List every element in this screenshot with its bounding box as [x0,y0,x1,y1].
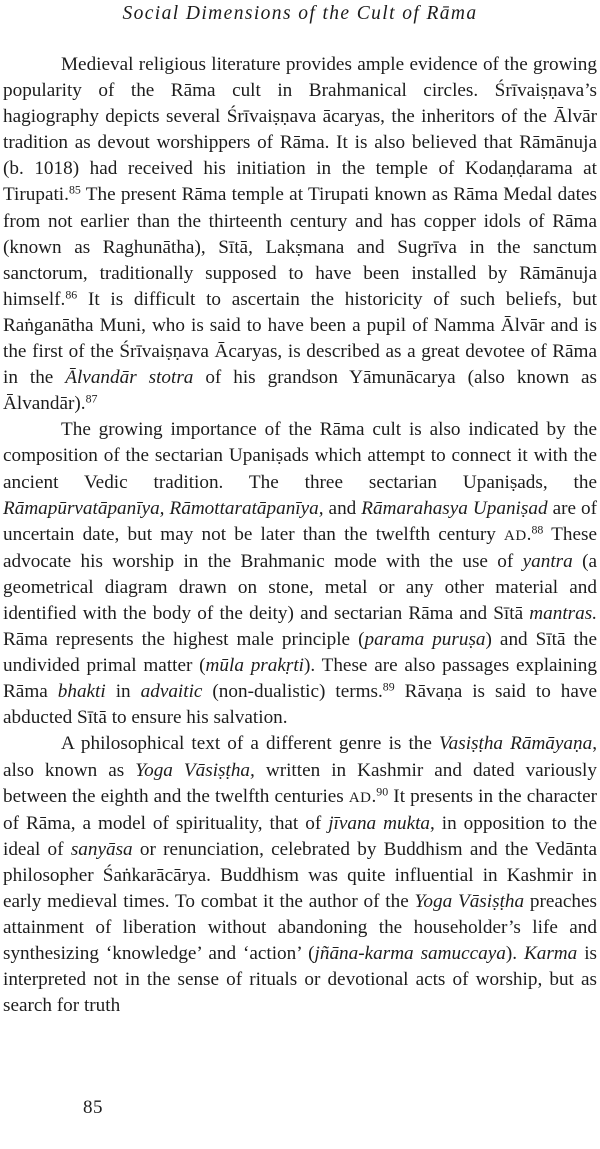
text-run: preaches attainment of liberation without abandoning the householder’s life and synthesizing ‘knowledge’ and ‘action’ ( [3,891,597,965]
text-run: is interpreted not in the sense of rituals or devotional acts of worship, but as search for truth [3,943,597,1017]
paragraph [3,52,597,417]
era-abbrev: AD [348,789,372,806]
text-run: of his grandson Yāmunācarya (also known as Ālvandār). [3,367,597,415]
italic-term: Yoga Vāsiṣṭha [414,891,525,912]
footnote-ref: 86 [65,287,78,302]
text-run: (non-dualistic) terms. [202,681,383,703]
italic-term: yantra [522,550,573,572]
text-run: or renunciation, celebrated by Buddhism and the Vedānta philosopher Śaṅkarācārya. Buddhism was quite influential in Kashmir in early medieval times. To combat it the author of the [3,838,597,912]
footnote-ref: 89 [382,679,395,694]
page-number: 85 [83,1097,103,1118]
text-run: ). These are also passages explaining Rāma [3,655,597,703]
text-run: Medieval religious literature provides ample evidence of the growing popularity of the Rāma cult in Brahmanical circles. Śrīvaiṣṇava’s hagiography depicts several Śrīvaiṣṇava ācaryas, the inheritors of the Ālvār tradition as devout worshippers of Rāma. It is also believed that Rāmānuja (b. 1018) had received his initiation in the temple of Kodaṇḍarama at Tirupati. [3,54,597,206]
italic-term: mantras. [529,602,597,624]
italic-term: jīvana mukta [328,812,431,834]
italic-term: Vasiṣṭha Rāmāyaṇa [439,733,593,755]
footnote-ref: 87 [85,391,98,406]
text-run: These advocate his worship in the Brahmanic mode with the use of [3,523,597,572]
text-run: . [526,523,532,545]
text-run: , also known as [3,733,597,781]
text-run: Rāvaṇa is said to have abducted Sītā to ensure his salvation. [3,681,597,729]
text-run: ) and Sītā the undivided primal matter ( [3,629,597,677]
text-run: The growing importance of the Rāma cult is also indicated by the composition of the sectarian Upaniṣads which attempt to connect it with the ancient Vedic tradition. The three sectarian Upaniṣads, the [3,419,597,493]
italic-term: Yoga Vāsiṣṭha, [135,759,255,781]
body-text [3,52,597,1019]
paragraph [3,417,597,731]
text-run: are of uncertain date, but may not be later than the twelfth century [3,497,598,545]
footnote-ref: 90 [376,784,389,799]
text-run: in [105,681,141,703]
text-run: (a geometrical diagram drawn on stone, metal or any other material and identified with the body of the deity) and sectarian Rāma and Sītā [3,550,597,624]
footnote-ref: 88 [531,522,544,537]
text-run: ). [505,943,524,965]
era-abbrev: AD [504,527,527,544]
text-run: It is difficult to ascertain the historicity of such beliefs, but Raṅganātha Muni, who is said to have been a pupil of Namma Ālvār and is the first of the Śrīvaiṣṇava Ācaryas, is described as a great devotee of Rāma in the [3,288,597,389]
text-run: It presents in the character of Rāma, a model of spirituality, that of [3,785,598,834]
text-run: Rāma represents the highest male principle ( [3,629,365,651]
italic-term: sanyāsa [70,838,133,860]
italic-term: Ālvandār stotra [65,367,194,389]
italic-term: advaitic [140,681,203,703]
text-run: and [323,497,362,519]
italic-term: mūla prakṛti [205,655,304,677]
italic-term: jñāna-karma samuccaya [314,943,506,965]
italic-term: parama puruṣa [364,629,486,651]
italic-term: Karma [523,943,578,965]
running-head: Social Dimensions of the Cult of Rāma [122,3,478,24]
text-run: The present Rāma temple at Tirupati known as Rāma Medal dates from not earlier than the thirteenth century and has copper idols of Rāma (known as Raghunātha), Sītā, Lakṣmana and Sugrīva in the sanctum sanctorum, traditionally supposed to have been installed by Rāmānuja himself. [3,184,597,310]
text-run: . [371,785,377,807]
italic-term: Rāmarahasya Upaniṣad [361,497,548,519]
italic-term: bhakti [57,681,106,703]
text-run: A philosophical text of a different genre is the [61,733,440,755]
footnote-ref: 85 [68,182,81,197]
italic-term: Rāmapūrvatāpanīya, Rāmottaratāpanīya, [3,497,324,519]
text-run: , in opposition to the ideal of [3,812,597,860]
text-run: written in Kashmir and dated variously between the eighth and the twelfth centuries [3,759,597,807]
paragraph [3,731,597,1019]
